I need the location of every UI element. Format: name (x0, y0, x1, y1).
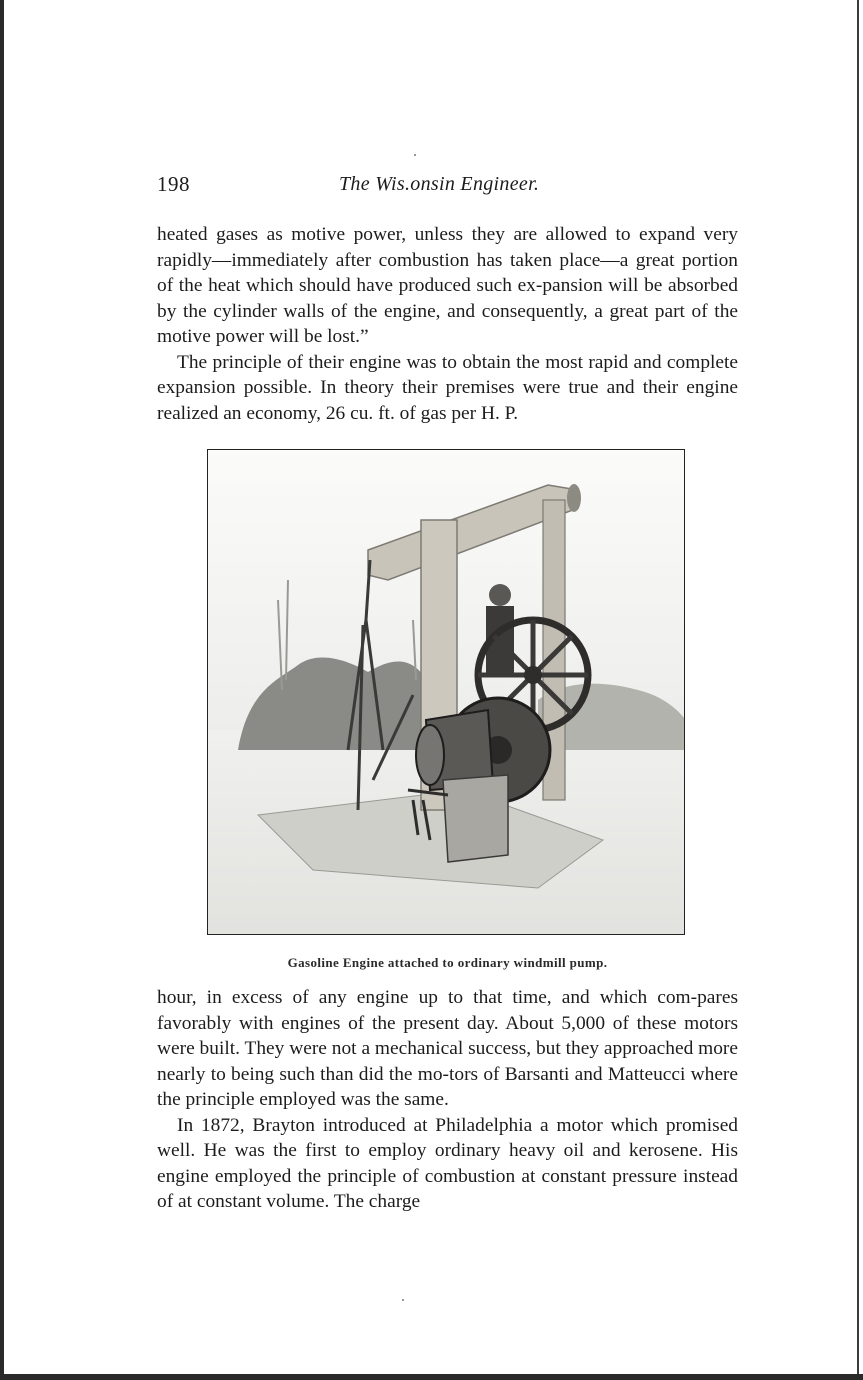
running-head (157, 172, 740, 202)
operator-head (489, 584, 511, 606)
scan-edge-right (857, 0, 859, 1380)
figure-caption: Gasoline Engine attached to ordinary windmill pump. (287, 955, 608, 970)
paragraph: heated gases as motive power, unless they are allowed to expand very rapidly—immediately after combustion has taken place—a great portion of the heat which should have produced such ex-pansion will be absorbed by the cylinder walls of the engine, and consequently, a great part of the motive power will be lost.” (157, 224, 738, 347)
figure-photo-frame (207, 449, 685, 935)
paragraph: hour, in excess of any engine up to that time, and which com-pares favorably with engines of the present day. About 5,000 of these motors were built. They were not a mechanical success, but they approached more nearly to being such than did the mo-tors of Barsanti and Matteucci where the principle employed was the same. (157, 987, 738, 1110)
beam-end (567, 484, 581, 512)
engine-photo (208, 450, 684, 934)
paragraph: The principle of their engine was to obtain the most rapid and complete expansion possible. In theory their premises were true and their engine realized an economy, 26 cu. ft. of gas per H. P. (157, 351, 738, 424)
paragraph: In 1872, Brayton introduced at Philadelphia a motor which promised well. He was the first to employ ordinary heavy oil and kerosene. His engine employed the principle of combustion at constant pressure instead of at constant volume. The charge (157, 1114, 738, 1212)
body-text-top (157, 222, 738, 426)
body-text-bottom (157, 985, 738, 1215)
scan-edge-bottom (0, 1374, 863, 1380)
scan-speck (402, 1299, 404, 1301)
page-number: 198 (157, 172, 190, 196)
engine-base (443, 775, 508, 862)
scan-edge-left (0, 0, 4, 1380)
journal-title: The Wis.onsin Engineer. (339, 173, 540, 195)
scan-speck (414, 154, 416, 156)
flywheel-hub (524, 666, 542, 684)
cylinder-head (416, 725, 444, 785)
